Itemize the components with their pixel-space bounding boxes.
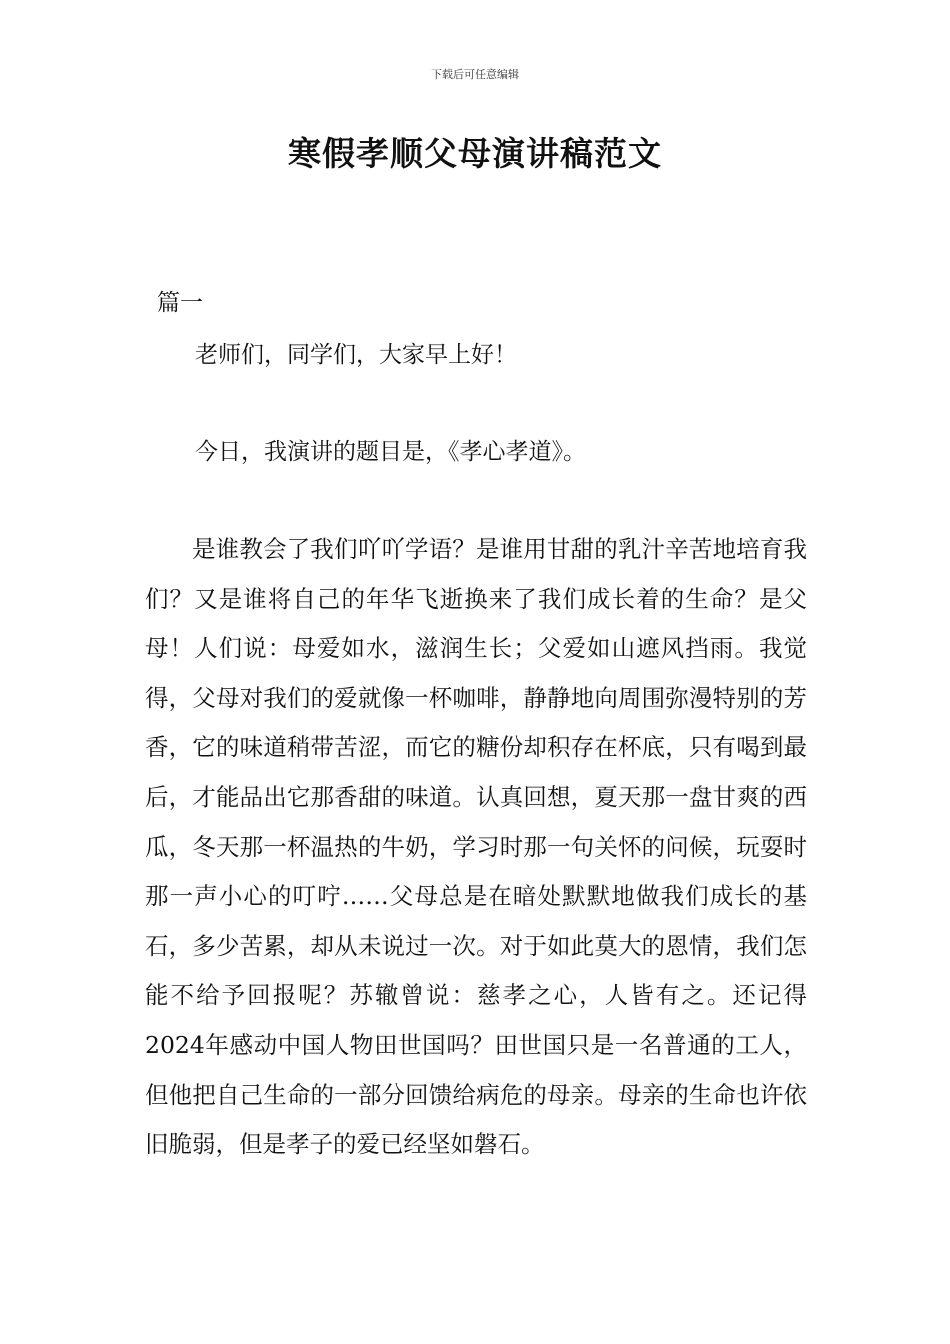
header-note: 下载后可任意编辑 xyxy=(431,68,519,81)
document-title: 寒假孝顺父母演讲稿范文 xyxy=(288,134,662,173)
greeting-line: 老师们，同学们，大家早上好！ xyxy=(195,342,517,368)
section-label: 篇一 xyxy=(157,290,203,316)
body-paragraph: 是谁教会了我们吖吖学语？是谁用甘甜的乳汁辛苦地培育我们？又是谁将自己的年华飞逝换来了我们成长着的生命？是父母！人们说：母爱如水，滋润生长；父爱如山遮风挡雨。我觉得，父母对我们的爱就像一杯咖啡，静静地向周围弥漫特别的芳香，它的味道稍带苦涩，而它的糖份却积存在杯底，只有喝到最后，才能品出它那香甜的味道。认真回想，夏天那一盘甘爽的西瓜，冬天那一杯温热的牛奶，学习时那一句关怀的问候，玩耍时那一声小心的叮咛……父母总是在暗处默默地做我们成长的基石，多少苦累，却从未说过一次。对于如此莫大的恩情，我们怎能不给予回报呢？苏辙曾说：慈孝之心，人皆有之。还记得2024年感动中国人物田世国吗？田世国只是一名普通的工人，但他把自己生命的一部分回馈给病危的母亲。母亲的生命也许依旧脆弱，但是孝子的爱已经坚如磐石。 xyxy=(145,535,807,1159)
topic-line: 今日，我演讲的题目是，《孝心孝道》。 xyxy=(195,439,586,465)
